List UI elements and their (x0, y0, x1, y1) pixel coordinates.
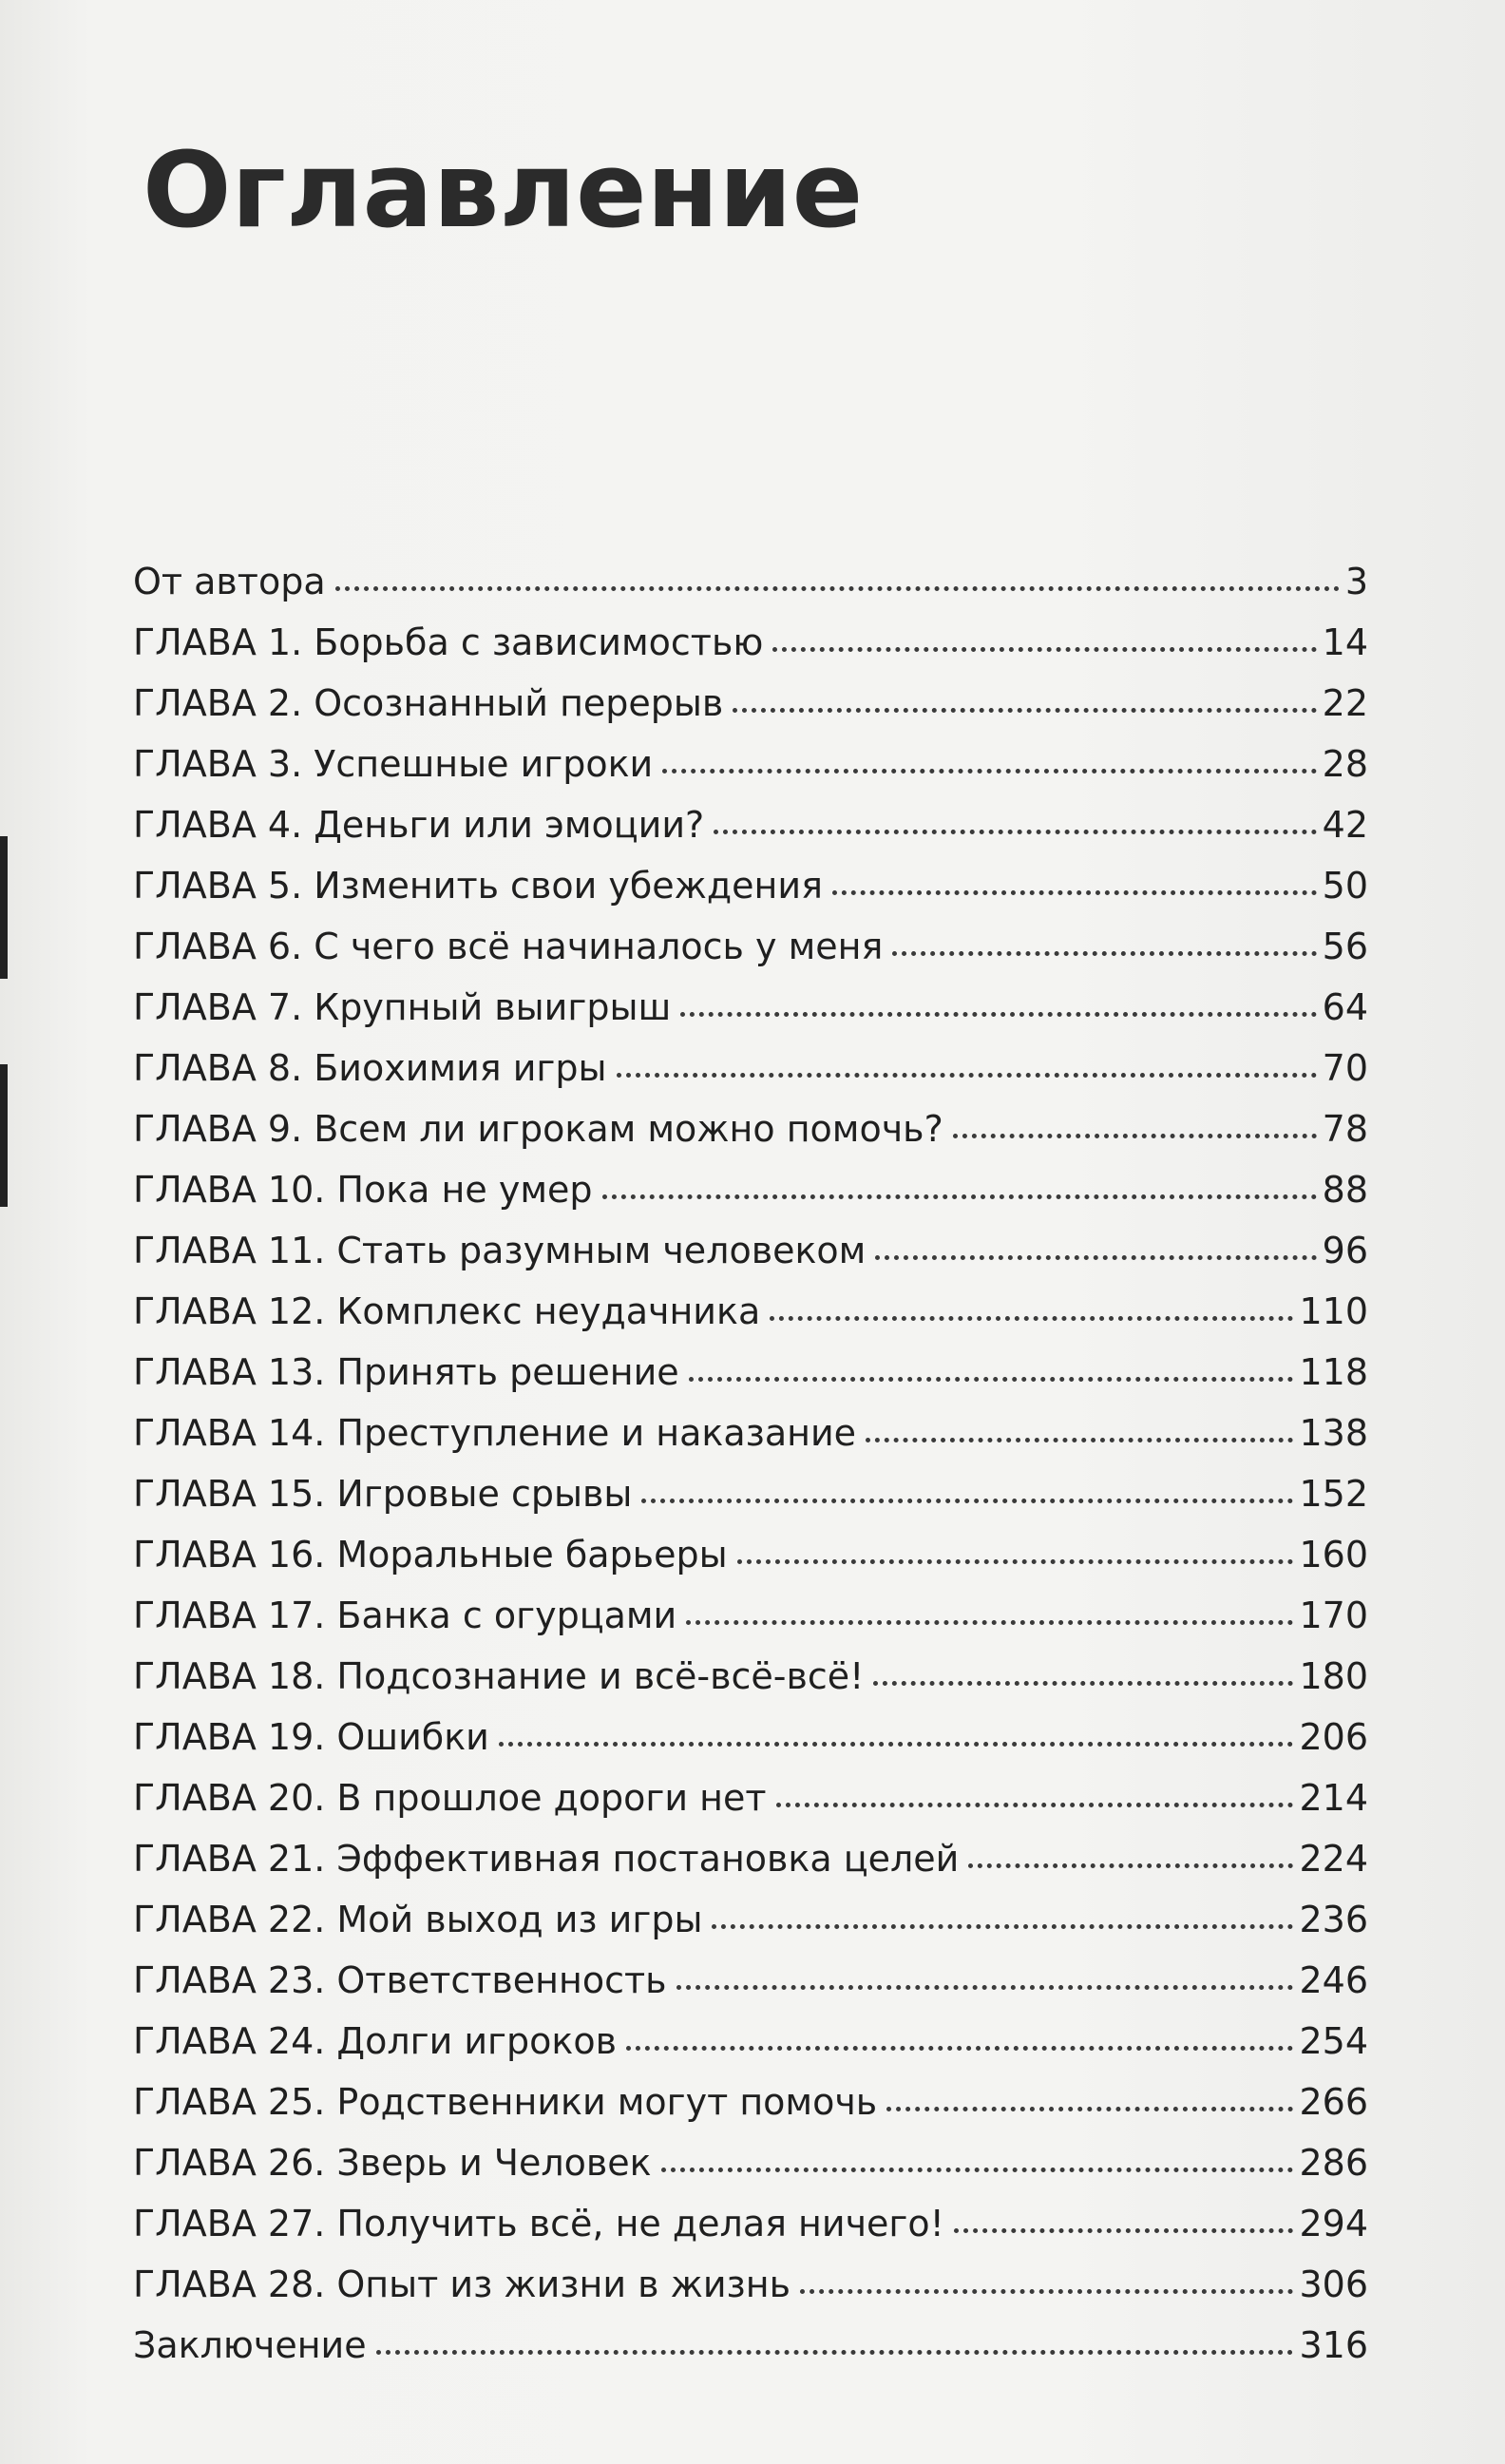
toc-entry-title: ГЛАВА 10. Пока не умер (133, 1169, 593, 1211)
toc-entry-title: ГЛАВА 27. Получить всё, не делая ничего! (133, 2203, 944, 2244)
toc-entry (133, 804, 1368, 865)
toc-entry-page-number: 306 (1299, 2263, 1368, 2305)
toc-entry-title: ГЛАВА 16. Моральные барьеры (133, 1534, 728, 1576)
toc-entry (133, 1047, 1368, 1108)
toc-entry (133, 2324, 1368, 2385)
dot-leader (686, 1620, 1293, 1625)
dot-leader (875, 1255, 1316, 1260)
toc-entry-title: ГЛАВА 18. Подсознание и всё-всё-всё! (133, 1655, 865, 1697)
toc-entry-title: ГЛАВА 22. Мой выход из игры (133, 1899, 703, 1940)
toc-entry-page-number: 214 (1299, 1777, 1368, 1819)
toc-entry (133, 865, 1368, 926)
dot-leader (873, 1681, 1293, 1686)
toc-entry-title: ГЛАВА 9. Всем ли игрокам можно помочь? (133, 1108, 943, 1150)
toc-entry-page-number: 118 (1299, 1351, 1368, 1393)
toc-entry (133, 1777, 1368, 1838)
dot-leader (680, 1012, 1316, 1017)
dot-leader (770, 1316, 1293, 1321)
toc-entry-page-number: 316 (1299, 2324, 1368, 2366)
toc-entry-title: ГЛАВА 23. Ответственность (133, 1959, 667, 2001)
dot-leader (953, 1134, 1317, 1138)
toc-entry-page-number: 64 (1322, 986, 1368, 1028)
dot-leader (737, 1559, 1294, 1564)
toc-entry-page-number: 254 (1299, 2020, 1368, 2062)
toc-entry-page-number: 236 (1299, 1899, 1368, 1940)
dot-leader (626, 2046, 1293, 2051)
toc-entry (133, 1230, 1368, 1290)
toc-entry (133, 2203, 1368, 2263)
dot-leader (335, 586, 1340, 591)
toc-entry-title: ГЛАВА 11. Стать разумным человеком (133, 1230, 867, 1271)
dot-leader (776, 1803, 1294, 1807)
toc-entry (133, 1290, 1368, 1351)
toc-entry-page-number: 170 (1299, 1595, 1368, 1636)
toc-entry (133, 2263, 1368, 2324)
toc-entry-title: Заключение (133, 2324, 367, 2366)
dot-leader (954, 2228, 1294, 2233)
toc-entry-title: От автора (133, 561, 326, 602)
toc-entry (133, 2142, 1368, 2203)
toc-entry-page-number: 22 (1322, 682, 1368, 724)
toc-entry (133, 1716, 1368, 1777)
toc-entry (133, 1899, 1368, 1959)
toc-entry-title: ГЛАВА 2. Осознанный перерыв (133, 682, 724, 724)
toc-entry-page-number: 224 (1299, 1838, 1368, 1880)
toc-entry-page-number: 56 (1322, 926, 1368, 967)
toc-entry-title: ГЛАВА 4. Деньги или эмоции? (133, 804, 705, 846)
page-title: Оглавление (143, 129, 864, 251)
toc-entry-page-number: 78 (1322, 1108, 1368, 1150)
toc-entry-title: ГЛАВА 21. Эффективная постановка целей (133, 1838, 960, 1880)
toc-entry (133, 1655, 1368, 1716)
dot-leader (800, 2289, 1294, 2294)
toc-entry-page-number: 50 (1322, 865, 1368, 907)
toc-entry-title: ГЛАВА 15. Игровые срывы (133, 1473, 633, 1515)
dot-leader (886, 2107, 1293, 2111)
toc-entry (133, 926, 1368, 986)
toc-entry-title: ГЛАВА 17. Банка с огурцами (133, 1595, 677, 1636)
dot-leader (772, 647, 1316, 652)
toc-entry-title: ГЛАВА 12. Комплекс неудачника (133, 1290, 761, 1332)
dot-leader (641, 1499, 1293, 1503)
dot-leader (662, 769, 1316, 774)
dot-leader (676, 1985, 1294, 1990)
toc-entry (133, 743, 1368, 804)
dot-leader (602, 1194, 1317, 1199)
toc-entry (133, 1595, 1368, 1655)
page-edge-shadow (0, 1064, 8, 1207)
toc-entry-page-number: 96 (1322, 1230, 1368, 1271)
toc-entry (133, 1838, 1368, 1899)
dot-leader (733, 708, 1316, 713)
toc-entry-title: ГЛАВА 1. Борьба с зависимостью (133, 621, 764, 663)
dot-leader (617, 1073, 1317, 1078)
toc-entry (133, 1108, 1368, 1169)
toc-entry-page-number: 3 (1344, 561, 1368, 602)
toc-entry (133, 986, 1368, 1047)
toc-entry-page-number: 70 (1322, 1047, 1368, 1089)
toc-entry (133, 1169, 1368, 1230)
dot-leader (968, 1863, 1293, 1868)
toc-entry-page-number: 294 (1299, 2203, 1368, 2244)
dot-leader (866, 1438, 1293, 1442)
dot-leader (714, 830, 1316, 834)
toc-entry (133, 621, 1368, 682)
toc-entry-page-number: 152 (1299, 1473, 1368, 1515)
toc-entry (133, 682, 1368, 743)
dot-leader (689, 1377, 1294, 1382)
table-of-contents (133, 561, 1368, 2385)
toc-entry (133, 1473, 1368, 1534)
dot-leader (376, 2350, 1294, 2355)
toc-entry-page-number: 246 (1299, 1959, 1368, 2001)
toc-entry-page-number: 88 (1322, 1169, 1368, 1211)
toc-entry (133, 561, 1368, 621)
toc-entry (133, 1351, 1368, 1412)
toc-entry-title: ГЛАВА 8. Биохимия игры (133, 1047, 607, 1089)
toc-entry-title: ГЛАВА 13. Принять решение (133, 1351, 679, 1393)
toc-entry-page-number: 138 (1299, 1412, 1368, 1454)
toc-entry-title: ГЛАВА 5. Изменить свои убеждения (133, 865, 823, 907)
toc-entry (133, 2020, 1368, 2081)
toc-entry-page-number: 286 (1299, 2142, 1368, 2184)
toc-entry-page-number: 28 (1322, 743, 1368, 785)
toc-entry-page-number: 160 (1299, 1534, 1368, 1576)
toc-entry-title: ГЛАВА 6. С чего всё начиналось у меня (133, 926, 884, 967)
toc-entry (133, 1534, 1368, 1595)
toc-entry-title: ГЛАВА 19. Ошибки (133, 1716, 489, 1758)
toc-entry-title: ГЛАВА 25. Родственники могут помочь (133, 2081, 878, 2123)
toc-entry-title: ГЛАВА 26. Зверь и Человек (133, 2142, 652, 2184)
toc-entry (133, 1412, 1368, 1473)
toc-entry-title: ГЛАВА 28. Опыт из жизни в жизнь (133, 2263, 791, 2305)
dot-leader (892, 951, 1316, 956)
toc-entry-page-number: 110 (1299, 1290, 1368, 1332)
page-edge-shadow (0, 836, 8, 979)
dot-leader (661, 2168, 1294, 2172)
toc-entry-page-number: 180 (1299, 1655, 1368, 1697)
toc-entry (133, 2081, 1368, 2142)
toc-entry-title: ГЛАВА 14. Преступление и наказание (133, 1412, 857, 1454)
dot-leader (499, 1742, 1294, 1747)
dot-leader (832, 890, 1317, 895)
toc-entry (133, 1959, 1368, 2020)
toc-entry-title: ГЛАВА 20. В прошлое дороги нет (133, 1777, 767, 1819)
toc-entry-page-number: 266 (1299, 2081, 1368, 2123)
toc-entry-title: ГЛАВА 3. Успешные игроки (133, 743, 654, 785)
dot-leader (712, 1924, 1293, 1929)
toc-entry-title: ГЛАВА 7. Крупный выигрыш (133, 986, 672, 1028)
toc-entry-page-number: 14 (1322, 621, 1368, 663)
toc-entry-page-number: 206 (1299, 1716, 1368, 1758)
toc-entry-title: ГЛАВА 24. Долги игроков (133, 2020, 617, 2062)
toc-entry-page-number: 42 (1322, 804, 1368, 846)
